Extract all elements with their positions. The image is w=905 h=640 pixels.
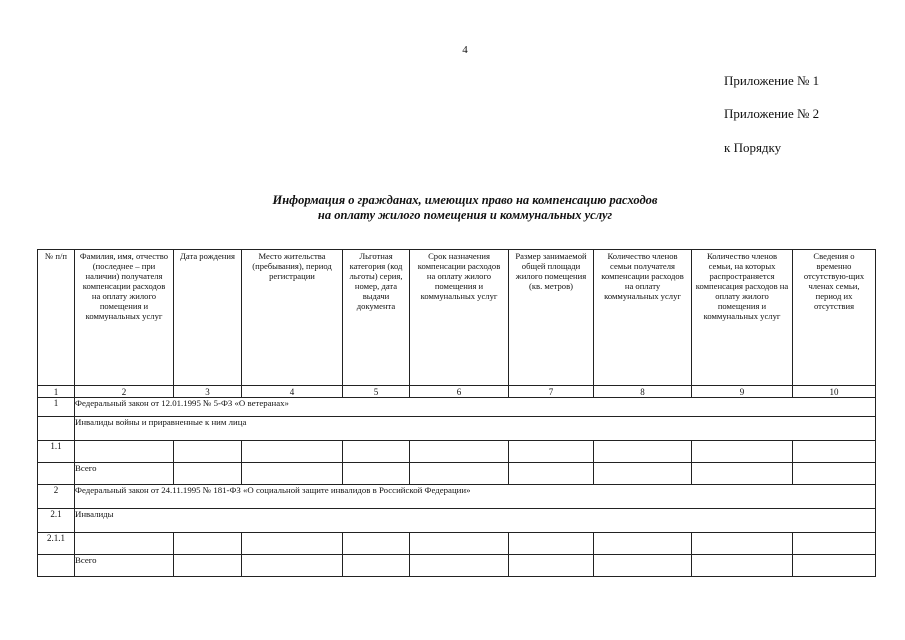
row-label-cell: Федеральный закон от 12.01.1995 № 5-ФЗ «О ветеранах»: [75, 398, 876, 417]
column-number-cell: 8: [594, 386, 692, 398]
table-row-total-1: [38, 463, 876, 485]
table-row-total-2: [38, 555, 876, 577]
table-cell: [793, 441, 876, 463]
row-number-cell: 1: [38, 398, 75, 417]
table-cell: [343, 533, 410, 555]
table-cell: [692, 555, 793, 577]
column-number-cell: 2: [75, 386, 174, 398]
header-cell-compensation-term: Срок назначения компенсации расходов на оплату жилого помещения и коммунальных услуг: [410, 250, 509, 386]
table-row-1-1: [38, 441, 876, 463]
header-cell-family-members: Количество членов семьи получателя компенсации расходов на оплату коммунальных услуг: [594, 250, 692, 386]
table-cell: [793, 463, 876, 485]
table-cell: [509, 463, 594, 485]
row-label-cell: Федеральный закон от 24.11.1995 № 181-ФЗ «О социальной защите инвалидов в Российской Федерации»: [75, 485, 876, 509]
header-cell-living-area: Размер занимаемой общей площади жилого помещения (кв. метров): [509, 250, 594, 386]
column-number-cell: 9: [692, 386, 793, 398]
table-cell: [242, 533, 343, 555]
table-cell: [410, 463, 509, 485]
table-cell: [410, 441, 509, 463]
table-cell: [793, 533, 876, 555]
appendix-2-label: Приложение № 2: [724, 106, 820, 121]
table-cell: [692, 463, 793, 485]
table-cell: [509, 555, 594, 577]
header-cell-birth-date: Дата рождения: [174, 250, 242, 386]
table-row-disabled: [38, 509, 876, 533]
appendix-order-label: к Порядку: [724, 140, 782, 155]
table-cell: [242, 441, 343, 463]
table-header-row: [38, 250, 876, 386]
table-row-2-1-1: [38, 533, 876, 555]
table-cell: [692, 441, 793, 463]
table-cell: [174, 555, 242, 577]
table-cell: [410, 555, 509, 577]
table-cell: [594, 533, 692, 555]
header-cell-absent-members: Сведения о временно отсутствую-щих членах семьи, период их отсутствия: [793, 250, 876, 386]
table-cell: [242, 463, 343, 485]
table-cell: [174, 441, 242, 463]
row-label-cell: Инвалиды: [75, 509, 876, 533]
table-cell: [509, 533, 594, 555]
header-cell-number: № п/п: [38, 250, 75, 386]
column-number-cell: 3: [174, 386, 242, 398]
column-number-row: [38, 386, 876, 398]
table-cell: [75, 533, 174, 555]
page-number: 4: [462, 44, 468, 56]
table-cell: [509, 441, 594, 463]
row-label-cell: Всего: [75, 463, 174, 485]
table-cell: [594, 555, 692, 577]
table-cell: [75, 441, 174, 463]
row-number-cell: 2.1.1: [38, 533, 75, 555]
document-title-line-1: Информация о гражданах, имеющих право на компенсацию расходов: [272, 193, 658, 207]
table-cell: [343, 463, 410, 485]
table-cell: [594, 463, 692, 485]
row-number-cell: [38, 417, 75, 441]
row-label-cell: Всего: [75, 555, 174, 577]
document-title-line-2: на оплату жилого помещения и коммунальных услуг: [317, 208, 613, 222]
row-number-cell: 2.1: [38, 509, 75, 533]
row-number-cell: 2: [38, 485, 75, 509]
row-number-cell: [38, 555, 75, 577]
header-cell-full-name: Фамилия, имя, отчество (последнее – при наличии) получателя компенсации расходов на оплату жилого помещения и коммунальных услуг: [75, 250, 174, 386]
column-number-cell: 4: [242, 386, 343, 398]
table-cell: [343, 555, 410, 577]
column-number-cell: 5: [343, 386, 410, 398]
row-number-cell: 1.1: [38, 441, 75, 463]
row-label-cell: Инвалиды войны и приравненные к ним лица: [75, 417, 876, 441]
table-cell: [594, 441, 692, 463]
table-cell: [242, 555, 343, 577]
header-cell-covered-members: Количество членов семьи, на которых распространяется компенсация расходов на оплату жилого помещения и коммунальных услуг: [692, 250, 793, 386]
table-cell: [174, 533, 242, 555]
table-cell: [692, 533, 793, 555]
header-cell-residence: Место жительства (пребывания), период регистрации: [242, 250, 343, 386]
column-number-cell: 6: [410, 386, 509, 398]
table-row-war-invalids: [38, 417, 876, 441]
column-number-cell: 1: [38, 386, 75, 398]
table-cell: [410, 533, 509, 555]
table-row-disabled-law: [38, 485, 876, 509]
table-cell: [793, 555, 876, 577]
appendix-1-label: Приложение № 1: [724, 73, 820, 88]
table-row-veterans-law: [38, 398, 876, 417]
row-number-cell: [38, 463, 75, 485]
table-cell: [343, 441, 410, 463]
column-number-cell: 10: [793, 386, 876, 398]
citizens-info-table: [37, 249, 876, 577]
document-title: [180, 193, 750, 223]
header-cell-benefit-category: Льготная категория (код льготы) серия, номер, дата выдачи документа: [343, 250, 410, 386]
column-number-cell: 7: [509, 386, 594, 398]
table-cell: [174, 463, 242, 485]
